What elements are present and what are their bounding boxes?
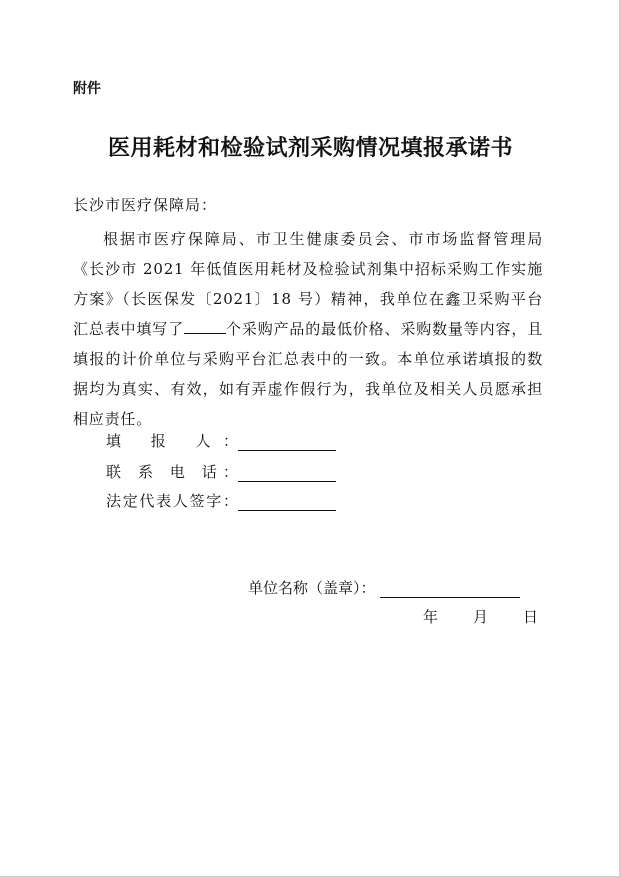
unit-name-label: 单位名称（盖章）： [248, 579, 376, 597]
addressee: 长沙市医疗保障局： [73, 196, 218, 214]
filler-label: 填 报 人： [106, 432, 238, 450]
phone-field [106, 461, 336, 482]
body-text-part2: 个采购产品的最低价格、采购数量等内容，且填报的计价单位与采购平台汇总表中的一致。本单位承诺填报的数据均为真实、有效，如有弄虚作假行为，我单位及相关人员愿承担相应责任。 [73, 320, 543, 428]
date-line [423, 606, 538, 627]
date-year: 年 [423, 608, 439, 626]
legal-rep-blank-line [238, 494, 336, 511]
phone-blank-line [238, 465, 336, 482]
document-title: 医用耗材和检验试剂采购情况填报承诺书 [107, 135, 513, 161]
legal-rep-field [106, 490, 336, 511]
attachment-label: 附件 [73, 81, 101, 97]
legal-rep-label: 法定代表人签字： [106, 492, 238, 510]
unit-name-field [248, 577, 520, 598]
date-month: 月 [473, 608, 489, 626]
product-count-blank [184, 319, 226, 334]
phone-label: 联 系 电 话： [106, 463, 238, 481]
body-text-part1: 根据市医疗保障局、市卫生健康委员会、市市场监督管理局《长沙市 2021 年低值医用耗材及检验试剂集中招标采购工作实施方案》（长医保发〔2021〕18 号）精神，我单位在鑫卫采购平台汇总表中填写了 [73, 230, 543, 338]
filler-field [106, 430, 336, 451]
unit-name-blank-line [380, 581, 520, 598]
filler-blank-line [238, 434, 336, 451]
date-day: 日 [523, 608, 539, 626]
commitment-body [73, 224, 543, 434]
